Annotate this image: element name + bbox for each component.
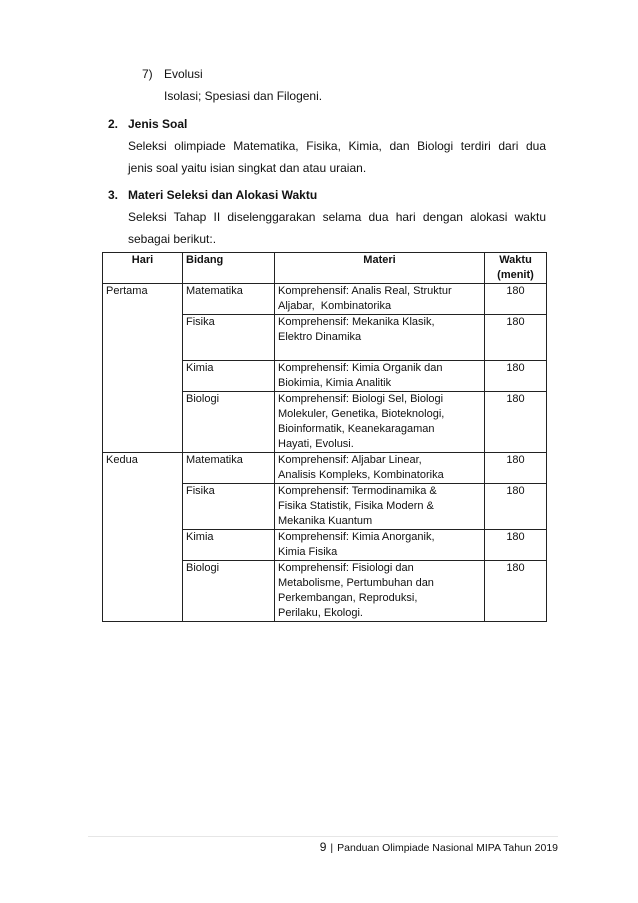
materi-cell (275, 484, 485, 530)
bidang-cell: Matematika (183, 453, 275, 484)
section2-title: Jenis Soal (128, 117, 188, 131)
bidang-cell: Kimia (183, 530, 275, 561)
materi-line: Perkembangan, Reproduksi, (278, 592, 418, 604)
materi-line: Molekuler, Genetika, Bioteknologi, (278, 408, 445, 420)
materi-line: Aljabar, Kombinatorika (278, 300, 392, 312)
materi-line: Fisika Statistik, Fisika Modern & (278, 500, 434, 512)
page-footer (320, 840, 558, 855)
materi-line: Komprehensif: Kimia Anorganik, (278, 531, 435, 543)
evolusi-item (142, 63, 322, 107)
waktu-cell: 180 (485, 361, 547, 392)
waktu-cell: 180 (485, 392, 547, 453)
table-header-row (103, 253, 547, 284)
waktu-cell: 180 (485, 561, 547, 622)
header-bidang: Bidang (183, 253, 275, 284)
materi-cell (275, 453, 485, 484)
header-waktu (485, 253, 547, 284)
bidang-cell: Biologi (183, 392, 275, 453)
materi-cell (275, 561, 485, 622)
materi-cell (275, 284, 485, 315)
materi-line: Komprehensif: Analis Real, Struktur (278, 285, 452, 297)
materi-cell (275, 315, 485, 361)
page-number: 9 (319, 840, 327, 854)
materi-line: Metabolisme, Pertumbuhan dan (278, 577, 434, 589)
header-waktu-line2: (menit) (497, 269, 534, 281)
materi-cell (275, 392, 485, 453)
waktu-cell: 180 (485, 315, 547, 361)
header-materi: Materi (275, 253, 485, 284)
table-row (103, 453, 547, 484)
materi-line: Komprehensif: Fisiologi dan (278, 562, 414, 574)
materi-line: Kimia Fisika (278, 546, 338, 558)
section2-number: 2. (108, 117, 119, 131)
materi-line: Komprehensif: Mekanika Klasik, (278, 316, 435, 328)
materi-line: Bioinformatik, Keanekaragaman (278, 423, 435, 435)
footer-separator: | (330, 842, 334, 854)
section2-heading (108, 113, 187, 135)
section3-number: 3. (108, 188, 119, 202)
materi-line (278, 345, 481, 360)
section3-heading (108, 184, 317, 206)
evolusi-title: Evolusi (164, 67, 203, 81)
waktu-cell: 180 (485, 453, 547, 484)
waktu-cell: 180 (485, 484, 547, 530)
materi-line: Komprehensif: Aljabar Linear, (278, 454, 422, 466)
header-hari: Hari (103, 253, 183, 284)
section3-title: Materi Seleksi dan Alokasi Waktu (128, 188, 318, 202)
bidang-cell: Matematika (183, 284, 275, 315)
materi-line: Komprehensif: Kimia Organik dan (278, 362, 443, 374)
footer-divider (88, 836, 558, 837)
bidang-cell: Fisika (183, 484, 275, 530)
materi-table (102, 252, 547, 622)
evolusi-body: Isolasi; Spesiasi dan Filogeni. (164, 89, 323, 103)
section2-line1: Seleksi olimpiade Matematika, Fisika, Kimia, dan Biologi terdiri dari dua (128, 139, 546, 153)
materi-line: Elektro Dinamika (278, 331, 362, 343)
section3-line1: Seleksi Tahap II diselenggarakan selama dua hari dengan alokasi waktu (128, 210, 546, 224)
day-cell: Kedua (103, 453, 183, 622)
materi-line: Hayati, Evolusi. (278, 438, 354, 450)
bidang-cell: Fisika (183, 315, 275, 361)
bidang-cell: Kimia (183, 361, 275, 392)
header-waktu-line1: Waktu (499, 254, 532, 266)
table-row (103, 284, 547, 315)
materi-cell (275, 361, 485, 392)
section3-line2: sebagai berikut:. (128, 232, 217, 246)
day-cell: Pertama (103, 284, 183, 453)
bidang-cell: Biologi (183, 561, 275, 622)
materi-line: Komprehensif: Termodinamika & (278, 485, 437, 497)
evolusi-number: 7) (142, 67, 153, 81)
materi-line: Analisis Kompleks, Kombinatorika (278, 469, 444, 481)
waktu-cell: 180 (485, 284, 547, 315)
materi-line: Biokimia, Kimia Analitik (278, 377, 392, 389)
materi-line: Komprehensif: Biologi Sel, Biologi (278, 393, 444, 405)
section2-line2: jenis soal yaitu isian singkat dan atau uraian. (128, 161, 367, 175)
materi-line: Perilaku, Ekologi. (278, 607, 363, 619)
footer-title: Panduan Olimpiade Nasional MIPA Tahun 2019 (337, 842, 558, 854)
materi-cell (275, 530, 485, 561)
waktu-cell: 180 (485, 530, 547, 561)
materi-line: Mekanika Kuantum (278, 515, 373, 527)
